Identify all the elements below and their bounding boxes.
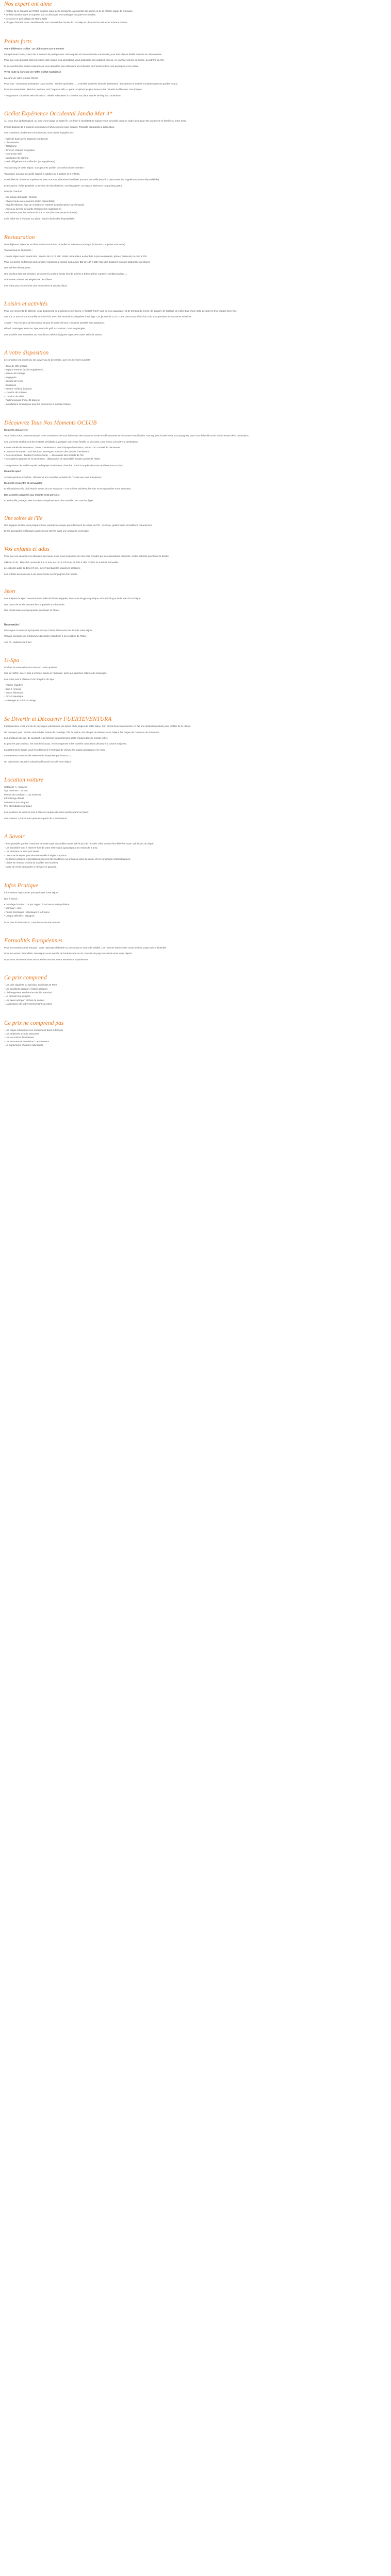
paragraph: Une tenue correcte est exigée lors des dîners. (4, 278, 53, 281)
list-item: - Chaise haute au restaurant (selon disponibilité) (4, 199, 55, 202)
paragraph: L'hôtel dispose de 2 piscines extérieures et d'une piscine pour enfants. Transats et parasols à disposition. (4, 125, 115, 128)
list-item: - Ventilateur de plafond (4, 156, 29, 159)
disposition-list (4, 364, 387, 406)
article (0, 0, 391, 1053)
paragraph: Profitez de soins relaxants dans un cadre apaisant. (4, 666, 58, 669)
paragraph: Les voitures 7 places sont prévues à partir de 5 participants. (4, 817, 68, 820)
list-item: Âge minimum : 21 ans (4, 789, 28, 792)
list-item: - Les animaux ne sont pas admis. (4, 850, 40, 853)
paragraph: Des cours de tennis peuvent être organisés sur demande. (4, 603, 65, 606)
list-item: - Bagagerie (4, 376, 17, 379)
highlight-title: Vivez toute la richesse de l'offre Océlot expérience (4, 71, 61, 74)
pour-tous: Pour tous : Nouveaux animateurs ; Spa Océlot ; soirées spéciales, ... ; Activités sportives selon la destination ; Excursions et sorties encadrées par nos guides locaux. (4, 82, 178, 86)
list-item: - Sur simple demande : lit bébé (4, 196, 37, 199)
formula-title: Tout au long de la journée : (4, 249, 33, 252)
experience-list (4, 9, 387, 25)
section-title-soiree: Une soirée de l'Ile (4, 515, 42, 521)
infos-list (4, 903, 387, 918)
list-item: - La formule tout compris (4, 995, 30, 998)
section-title-points-forts: Points forts (4, 38, 32, 45)
list-item: - Espace internet (accès supplément) (4, 368, 44, 371)
list-item: • Se faire dorloter dans le superbe spa ou découvrir les massages aux pierres chaudes. (4, 13, 96, 16)
paragraph: Des randonnées sont proposées au départ de l'hôtel. (4, 608, 60, 612)
section-title-loisirs: Loisirs et activités (4, 301, 48, 308)
section-title-enfants: Vos enfants et adus (4, 546, 50, 553)
paragraph: Pour vos moments de détente, vous disposerez de 2 piscines extérieures, 1 "Splash Park" (aire de jeux aquatique) et de terrains de tennis, de squash, de football, de volley-ball, d'une salle de sport et d'un espace bien-être. (4, 310, 237, 313)
paragraph: Les amateurs de surf, de windsurf et de kitesurf trouveront des spots réputés dans le monde entier. (4, 737, 108, 739)
paragraph: Pour les clients en formule tout compris : boissons à volonté au Lounge Bar de 10h à 23h (liste des boissons incluses disponible sur place). (4, 261, 151, 264)
paragraph: Et si l'ambiance du Club était le secret de vos vacances ? Les soirées animées, les jeux et les spectacles vous attendent. (4, 487, 132, 490)
paragraph: Activité sportive encadrée : découvrez les nouvelles activités de l'Oclub avec nos animateurs. (4, 476, 102, 479)
paragraph: À noter : Pour les jeux de bienvenue et pour le plaisir de tous, certaines activités sont payantes : (4, 321, 105, 324)
list-item: - Le supplément chambre individuelle (4, 1044, 44, 1047)
list-item: - Il est possible que les chambres ne soient pas disponibles avant 15h le jour de l'arrivée. Elles doivent être libérées avant 12h le jour du départ. (4, 842, 155, 845)
list-item: • Découvrir le petit village de Morro Jable (4, 17, 47, 20)
rooms-title: *Standard, pouvant accueillir jusqu'à 3 adultes ou 2 adultes et 2 enfants. (4, 172, 80, 175)
list-item: • Profiter de la situation de l'hôtel, au plein cœur de la presqu'île, à proximité des dunes et de la célèbre plage de Corralejo. (4, 10, 134, 12)
paragraph: Les adeptes de sport trouveront une salle de fitness équipée, des cours de gym aquatique, du stretching et de la marche nordique. (4, 597, 141, 600)
list-item: - Accès au service de garde d'enfants (en supplément) (4, 207, 61, 210)
list-item: - Salle de bains avec baignoire ou douche (4, 137, 48, 140)
paragraph: Fuerteventura, c'est une île de paysages volcaniques, de dunes et de plages de sable blanc. Son climat doux toute l'année en fait une destination idéale pour profiter de la nature. (4, 725, 191, 728)
section-title-spa: U-Spa (4, 657, 20, 664)
paragraph: Nous vous recommandons de souscrire une assurance assistance rapatriement. (4, 958, 89, 961)
paragraph: Les locations de voitures sont à réserver auprès de notre représentant sur place. (4, 811, 89, 814)
list-item: • Notre soirée de bienvenue : faites connaissance avec l'équipe d'animation, autour d'un cocktail de bienvenue. (4, 446, 121, 449)
paragraph: Chaque semaine, un programme d'activités est affiché à la réception de l'hôtel. (4, 635, 87, 638)
list-item: Assurance tous risques (4, 801, 29, 804)
section-title-fuerteventura: Se Divertir et Découvrir FUERTEVENTURA (4, 716, 112, 723)
list-item: - Les excursions facultatives (4, 1036, 34, 1039)
list-item: - Les lits bébés sont à réserver lors de votre réservation (gratuit pour les moins de 2 ans). (4, 846, 98, 849)
paragraph: Pour que vous profitiez pleinement de votre séjour, nos animateurs vous proposent des activités variées, en journée comme en soirée, au rythme de l'île. (4, 59, 165, 62)
paragraph: La gastronomie locale vous fera découvrir le fromage de chèvre, les papas arrugadas et le mojo. (4, 748, 106, 751)
savoir-list (4, 842, 387, 869)
list-item: - Connexion Wifi (4, 152, 22, 156)
list-item: • Plonger dans les eaux cristallines du Parc Naturel des Dunes de Corralejo et observer les tortues et la faune marine. (4, 21, 128, 24)
paragraph: Pour les autres nationalités, renseignez-vous auprès de l'ambassade ou du consulat du pays concerné avant votre départ. (4, 952, 133, 955)
section-title-nouveautes: Nouveautés ! (4, 623, 21, 627)
list-item: - Les assurances annulation / rapatriement (4, 1040, 50, 1043)
list-item: - Les dépenses d'ordre personnel (4, 1032, 40, 1036)
list-item: - Les repas et boissons non mentionnés dans la formule (4, 1028, 63, 1031)
list-item: - Les transferts aéroport / hôtel / aéroport (4, 987, 47, 990)
paragraph: Pour que vos vacances se déroulent au mieux, nous vous proposons un mini-club encadré par des animateurs diplômés, et des activités pour toute la famille. (4, 555, 170, 558)
rooms-text: Possibilité de chambres supérieures avec vue mer, chambres familiales pouvant accueillir jusqu'à 4 personnes (en supplément, selon disponibilités). (4, 178, 160, 181)
list-item: - Circuit aquatique (4, 695, 24, 698)
pour-aventuriers: Pour les aventuriers : Marche nordique, surf, kayak et vélo — partez explorer les plus beaux sites naturels de l'île avec nos équipes. (4, 88, 143, 91)
conviv-title: Moments rencontre et convivialité (4, 482, 43, 485)
section-title-infos: Infos Pratique (4, 883, 39, 889)
list-item: - Bureau de change (4, 372, 25, 375)
list-item: - Animations pour les enfants de 4 à 12 ans (hors vacances scolaires) (4, 211, 77, 214)
section-title-formalites: Formalités Européennes (4, 937, 62, 944)
paragraph: Billard, massages, soins au Spa, cours de golf, excursions, cours de plongée... (4, 327, 87, 330)
paragraph: Fuerteventura est classée Réserve de Biosphère par l'UNESCO. (4, 754, 72, 757)
list-item: • Des apéros typiques de la destination : dégustation de spécialités locales au bar de l'hôtel. (4, 457, 101, 461)
compris-list (4, 983, 387, 1006)
list-item: - Boutiques (4, 383, 17, 386)
list-item: • Prises électriques : identiques à la France (4, 910, 50, 913)
soirees-title: Des soirées thématiques : (4, 266, 32, 269)
list-item: - Location de vélos (4, 395, 24, 398)
paragraph: Le club des ados de 13 à 17 ans, ouvert pendant les vacances scolaires. (4, 567, 81, 570)
list-item: - Les vols réguliers ou spéciaux au départ de Paris (4, 984, 58, 987)
list-item: - L'assistance de notre représentant sur place (4, 1003, 53, 1006)
list-item: • Monnaie : euro (4, 907, 22, 910)
paragraph: Massages et soins sont proposés au Spa Océlot. Découvrez-les lors de votre séjour. (4, 629, 93, 632)
list-item: - Certaines activités et prestations peuvent être modifiées ou annulées selon la saison et les conditions météorologiques. (4, 857, 131, 860)
noncompris-list (4, 1028, 387, 1047)
moments-subtitle: Moments découverte (4, 428, 28, 431)
moments-sport-title: Moments sport (4, 470, 21, 473)
list-item: - Une taxe de séjour peut être demandée à régler sur place. (4, 854, 67, 857)
kids-title: Dans la chambre : (4, 190, 24, 193)
paragraph: Les activités sont soumises aux conditions météorologiques et peuvent varier selon la saison. (4, 333, 103, 336)
activites-title: Des activités adaptées aux enfants sont prévues : (4, 493, 60, 496)
list-item: Prix et modalités sur place (4, 805, 32, 808)
list-item: - Climatisation (4, 141, 20, 144)
section-title-a-savoir: A Savoir (4, 834, 25, 840)
bed-note: Le lit bébé est à réserver sur place, dans la limite des disponibilités. (4, 217, 75, 221)
section-title-restauration: Restauration (4, 234, 35, 241)
paragraph: Une ou deux fois par semaine, découvrez la cuisine locale lors de soirées à thème (dîner canarien, méditerranéen...). (4, 272, 127, 275)
paragraph: Le complexe est ouvert du 1er janvier au 31 décembre, avec les services suivants : (4, 359, 92, 362)
paragraph: OMINI CLUB : Mini-club ouvert de 4 à 12 ans, de 10h à 12h30 et de 15h à 18h. Goûter et activités manuelles. (4, 561, 119, 564)
list-item: Catégorie A : 4 places (4, 786, 27, 789)
paragraph: Exceptionnel Océlot, vivez des moments de partage avec notre équipe et l'ensemble des vacanciers, pour des séjours festifs et riches en découvertes. (4, 53, 162, 56)
list-item: • Langue officielle : espagnol (4, 914, 35, 918)
paragraph: Petit-déjeuner, déjeuner et dîner servis sous forme de buffet au restaurant principal (boissons comprises aux repas). (4, 243, 126, 246)
paragraph: Au cœur d'un jardin tropical, au bord d'une plage de sable fin, cet hôtel à l'architecture typique vous accueille dans un cadre idéal pour des vacances en famille ou entre amis. (4, 120, 187, 123)
list-item: - Location de voitures (4, 391, 27, 394)
paragraph: Nos équipes locales vous préparent une expérience unique pour découvrir la culture de l'île : musique, gastronomie et traditions canariennes. (4, 523, 153, 527)
paragraph: Pour les ressortissants français : carte nationale d'identité ou passeport en cours de validité. Les mineurs doivent être munis de leur propre pièce d'identité. (4, 946, 167, 949)
points-note: * Programme d'activités selon la saison. Détails et horaires à consulter sur place auprès de l'équipe d'animation. (4, 94, 122, 97)
list-item: - Massages et soins du visage (4, 699, 36, 702)
points-subtitle: Votre différence Océlot : un club ouvert sur le monde (4, 47, 64, 50)
highlight-sub: La carte de votre formule Océlot : (4, 76, 40, 79)
paragraph: Et de nombreuses autres expériences vous attendent pour découvrir les richesses de Fuerteventura, ses paysages et sa culture. (4, 64, 139, 67)
list-item: Permis de conduire : 1 an minimum (4, 793, 42, 796)
list-item: • Un cours de danse : Soul Bachata, Merengue, Salsa et des danses d'ambiance. (4, 450, 90, 453)
list-item: - Service de réveil (4, 380, 23, 383)
paragraph: À la fin, cadeaux surprise ! (4, 640, 32, 643)
paragraph: Vous l'aviez sans doute remarqué, notre volonté est de vous faire vivre des vacances riches en découvertes et rencontres inoubliables. Nos équipes locales vous accompagnent pour vous faire découvrir les richesses de la destination. (4, 434, 249, 437)
list-item: - Carte de crédit demandée à l'arrivée en garantie. (4, 865, 57, 868)
spa-list (4, 683, 387, 702)
extra-text: Entre autres, l'hôtel possède un service de blanchisserie, une bagagerie, un espace internet et un parking gratuit. (4, 184, 123, 187)
moments-list (4, 446, 387, 461)
section-title-prix-ne-comprend-pas: Ce prix ne comprend pas (4, 1020, 64, 1026)
paragraph: Spa de 150m² avec : bain à remous, sauna et hammam, ainsi que diverses cabines de massages. (4, 672, 107, 675)
paragraph: * Programme disponible auprès de l'équipe d'animation, dans les Oclub et auprès de notre représentant sur place. (4, 464, 124, 467)
paragraph: Les 4 à 12 ans seront accueillis au mini-club, avec des animations adaptées à leur âge. Les jeunes de 13 à 17 ans pourront profiter d'un club ados pendant les vacances scolaires. (4, 315, 192, 318)
list-item: - TV avec chaînes françaises (4, 148, 35, 151)
list-item: - Service médical (payant) (4, 387, 32, 390)
paragraph: Bon à savoir : (4, 897, 19, 900)
section-title-resort: Océlot Expérience Occidental Jandia Mar 4* (4, 111, 112, 117)
list-item: - Parking payant (max. 36 places) (4, 399, 40, 402)
list-item: - Chauffe-biberon, frigo de chambre et matériel de puériculture sur demande (4, 204, 85, 207)
list-item: - Zone de Wifi gratuite (4, 364, 28, 367)
facilities-note: Tout au long de votre séjour, vous pourrez profiter du confort d'une chambre. (4, 166, 85, 170)
paragraph: Et en famille, partagez des moments complices avec des activités pour tous les âges. (4, 499, 94, 502)
list-item: - Sauna finlandais (4, 691, 23, 694)
list-item: - Téléphone (4, 145, 17, 148)
section-title-disposition: A votre disposition (4, 350, 49, 357)
list-item: - Petit réfrigérateur et coffre-fort (en supplément) (4, 160, 55, 163)
paragraph: Pour plus d'informations, consultez notre site internet. (4, 921, 61, 924)
paragraph: Les enfants de moins de 4 ans doivent être accompagnés d'un adulte. (4, 572, 78, 575)
list-item: - Les taxes aéroport et frais de dossier (4, 998, 45, 1002)
paragraph: Les Moments Océlot sont des instants privilégiés à partager avec votre famille ou vos amis, pour mieux connaître la destination. (4, 440, 138, 443)
list-item: Kilométrage illimité (4, 797, 24, 800)
paragraph: Et pour les plus curieux, les marchés locaux, les fromageries et les musées vous feront découvrir la culture majorera. (4, 742, 127, 745)
list-item: - Piscine chauffée (4, 684, 23, 687)
facilities-list (4, 137, 387, 164)
paragraph: Informations importantes pour préparer votre séjour : (4, 891, 60, 894)
paragraph: Les soins sont à réserver à la réception du Spa. (4, 677, 55, 681)
location-list (4, 785, 387, 808)
section-title-location: Location voiture (4, 777, 43, 784)
paragraph: Les repas pour les enfants sont inclus dans le prix du séjour. (4, 284, 68, 287)
section-title-prix-comprend: Ce prix comprend (4, 975, 47, 981)
list-item: - Bain à remous (4, 687, 21, 690)
paragraph: - Repas légers avec Snack Bar : service de 11h à 18h. Petite restauration au bord de la piscine (snacks, glaces, boissons) de 10h à 23h. (4, 255, 148, 258)
list-item: • Des excursions : Jandía (Fuerteventura) — découverte des secrets de l'île. (4, 454, 85, 456)
section-title-moments: Découvrez Tous Nos Moments OCLUB (4, 419, 97, 426)
paragraph: Ne manquez pas : le Parc Naturel des Dunes de Corralejo, l'île de Lobos, les villages de Betancuria et Pájara, les plages de Cofete et de Sotavento. (4, 731, 160, 734)
list-item: - L'hébergement en chambre double standard (4, 991, 53, 994)
list-item: - L'hôtel se réserve le droit de modifier ses horaires. (4, 861, 59, 865)
section-title-sport: Sport (4, 589, 15, 595)
list-item: • Décalage horaire : -1h par rapport à la France métropolitaine (4, 903, 70, 906)
list-item: - Installations aménagées pour les personnes à mobilité réduite (4, 402, 71, 405)
paragraph: Et les spectacles folkloriques animent vos soirées dans une ambiance conviviale. (4, 530, 90, 533)
paragraph: Un patrimoine naturel et culturel à découvrir lors de votre séjour. (4, 760, 72, 763)
section-title-experience: Nos expert ont aime (4, 1, 52, 7)
kids-list (4, 195, 387, 214)
facilities-intro: Les chambres, modernes et lumineuses, sont toutes équipées de : (4, 131, 74, 134)
